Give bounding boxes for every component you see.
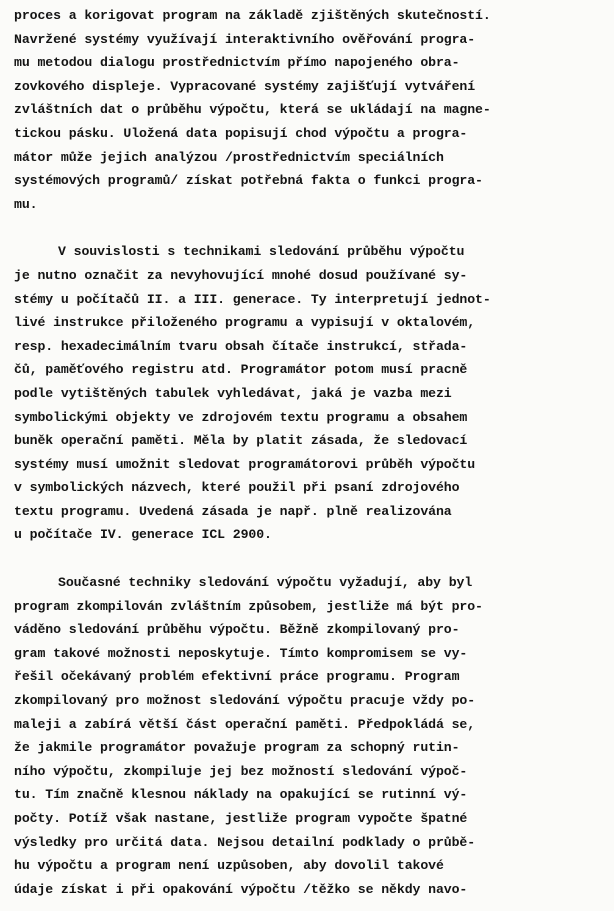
text-line: údaje získat i při opakování výpočtu /těžko se někdy navo-: [14, 881, 468, 897]
text-line: že jakmile programátor považuje program za schopný rutin-: [14, 740, 460, 756]
text-line: program zkompilován zvláštním způsobem, jestliže má být pro-: [14, 598, 483, 614]
text-line: systémy musí umožnit sledovat programátorovi průběh výpočtu: [14, 456, 476, 472]
text-line: textu programu. Uvedená zásada je např. plně realizována: [14, 503, 452, 519]
text-line: výsledky pro určitá data. Nejsou detailní podklady o průbě-: [14, 834, 476, 850]
text-line: livé instrukce přiloženého programu a vypisují v oktalovém,: [14, 315, 476, 331]
text-line: systémových programů/ získat potřebná fakta o funkci progra-: [14, 173, 483, 189]
text-line: V souvislosti s technikami sledování průběhu výpočtu: [58, 244, 465, 260]
text-line: stémy u počítačů II. a III. generace. Ty interpretují jednot-: [14, 291, 491, 307]
text-line: zovkového displeje. Vypracované systémy zajišťují vytváření: [14, 78, 476, 94]
text-line: resp. hexadecimálním tvaru obsah čítače instrukcí, střada-: [14, 338, 468, 354]
text-line: gram takové možnosti neposkytuje. Tímto kompromisem se vy-: [14, 645, 468, 661]
text-line: symbolickými objekty ve zdrojovém textu programu a obsahem: [14, 409, 468, 425]
text-line: podle vytištěných tabulek vyhledávat, jaká je vazba mezi: [14, 385, 452, 401]
text-line: u počítače IV. generace ICL 2900.: [14, 527, 272, 543]
text-line: počty. Potíž však nastane, jestliže program vypočte špatné: [14, 811, 468, 826]
text-line: váděno sledování průběhu výpočtu. Běžně zkompilovaný pro-: [14, 622, 460, 638]
text-line: je nutno označit za nevyhovující mnohé dosud používané sy-: [14, 267, 468, 283]
text-line: mátor může jejich analýzou /prostřednictvím speciálních: [14, 149, 444, 165]
text-line: buněk operační paměti. Měla by platit zásada, že sledovací: [14, 433, 468, 449]
text-line: tu. Tím značně klesnou náklady na opakující se rutinní vý-: [14, 787, 468, 803]
text-line: proces a korigovat program na základě zjištěných skutečností.: [14, 8, 491, 23]
text-line: maleji a zabírá větší část operační paměti. Předpokládá se,: [14, 716, 476, 732]
text-line: mu.: [14, 196, 38, 212]
text-line: zvláštních dat o průběhu výpočtu, která se ukládají na magne-: [14, 102, 491, 118]
text-line: hu výpočtu a program není uzpůsoben, aby dovolil takové: [14, 858, 444, 874]
text-line: v symbolických názvech, které použil při psaní zdrojového: [14, 480, 460, 496]
text-line: mu metodou dialogu prostřednictvím přímo napojeného obra-: [14, 55, 460, 71]
text-line: tickou pásku. Uložená data popisují chod výpočtu a progra-: [14, 125, 468, 141]
paragraph-3: [14, 571, 606, 901]
text-line: řešil očekávaný problém efektivní práce programu. Program: [14, 669, 460, 685]
text-line: čů, paměťového registru atd. Programátor potom musí pracně: [14, 362, 468, 378]
text-line: Současné techniky sledování výpočtu vyžadují, aby byl: [58, 575, 473, 591]
paragraph-2: [14, 240, 606, 547]
text-line: Navržené systémy využívají interaktivního ověřování progra-: [14, 31, 476, 47]
text-line: zkompilovaný pro možnost sledování výpočtu pracuje vždy po-: [14, 693, 476, 709]
paragraph-1: [14, 4, 606, 216]
text-line: ního výpočtu, zkompiluje jej bez možností sledování výpoč-: [14, 763, 468, 779]
